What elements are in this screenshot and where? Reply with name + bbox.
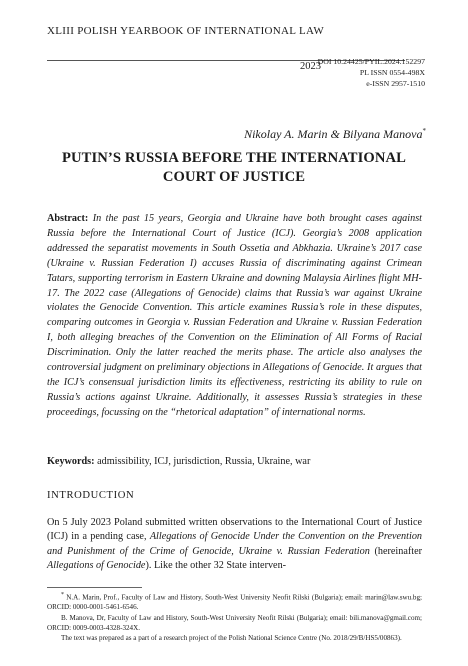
abstract [47,212,422,421]
section-heading: INTRODUCTION [47,490,135,501]
doi: DOI 10.24425/PYIL.2024.152297 [317,57,425,66]
intro-paragraph [47,516,422,573]
identifiers [318,56,425,90]
footnote-1 [47,590,422,613]
case-name: Allegations of Genocide Under the Convention on the Prevention and Punishment of the Crime of Genocide, Ukraine v. Russian Federation [47,531,423,557]
keywords [47,455,422,469]
keywords-label: Keywords: [47,456,95,467]
footnotes [47,590,422,643]
footnote-2: B. Manova, Dr, Faculty of Law and History, South-West University Neofit Rilski (Bulgaria); email: bili.manova@gmail.com; ORCID: 0009-0003-4328-324X. [47,613,422,632]
online-issn: e-ISSN 2957-1510 [366,79,425,89]
keywords-text: admissibility, ICJ, jurisdiction, Russia, Ukraine, war [97,456,311,467]
footnote-3: The text was prepared as a part of a research project of the Polish National Science Centre (No. 2018/29/B/HS5/00863). [61,633,402,642]
footnote-rule [47,587,142,588]
author-footnote-marker: * [422,127,426,135]
journal-name: XLIII POLISH YEARBOOK OF INTERNATIONAL LAW [47,25,325,37]
author-line [244,127,426,142]
print-issn: PL ISSN 0554-498X [359,68,425,78]
case-short-name: Allegations of Genocide [47,559,146,571]
abstract-text: In the past 15 years, Georgia and Ukraine have both brought cases against Russia before the International Court of Justice (ICJ). Georgia’s 2008 application addressed the separatist movements in South Ossetia and Abkhazia. Ukraine’s 2017 case (Ukraine v. Russian Federation I) accuses Russia of discriminating against Crimean Tatars, supporting terrorism in Eastern Ukraine and downing Malaysia Airlines flight MH-17. The 2022 case (Allegations of Genocide) claims that Russia’s war against Ukraine violates the Genocide Convention. This article examines Russia’s role in these disputes, comparing outcomes in Georgia v. Russian Federation and Ukraine v. Russian Federation I, both alleging breaches of the Convention on the Elimination of All Forms of Racial Discrimination. Only the latter reached the merits phase. The article also analyses the controversial judgment on preliminary objections in Allegations of Genocide. It argues that the ICJ’s consensual jurisdiction limits its effectiveness, restricting its ability to rule on Russia’s actions against Ukraine. Additionally, it assesses Russia’s strategies in these proceedings, focussing on the “rhetorical adaptation” of international norms. [47,213,422,418]
article-title: PUTIN’S RUSSIA BEFORE THE INTERNATIONAL COURT OF JUSTICE [62,150,406,185]
footnote-marker: * [61,592,64,598]
intro-text-1: On 5 July 2023 Poland submitted written observations to the International Court of Justice (ICJ) in a pending case, [47,517,422,543]
volume-year: 2023 [300,61,321,72]
intro-text-2: (hereinafter [369,545,423,557]
footnote-1-text: N.A. Marin, Prof., Faculty of Law and History, South-West University Neofit Rilski (Bulgaria); email: marin@law.swu.bg; ORCID: 0000-0001-5461-6546. [47,593,422,612]
authors: Nikolay A. Marin & Bilyana Manova [244,127,423,141]
abstract-label: Abstract: [47,213,89,224]
intro-text-3: ). Like the other 32 State interven- [145,559,287,571]
